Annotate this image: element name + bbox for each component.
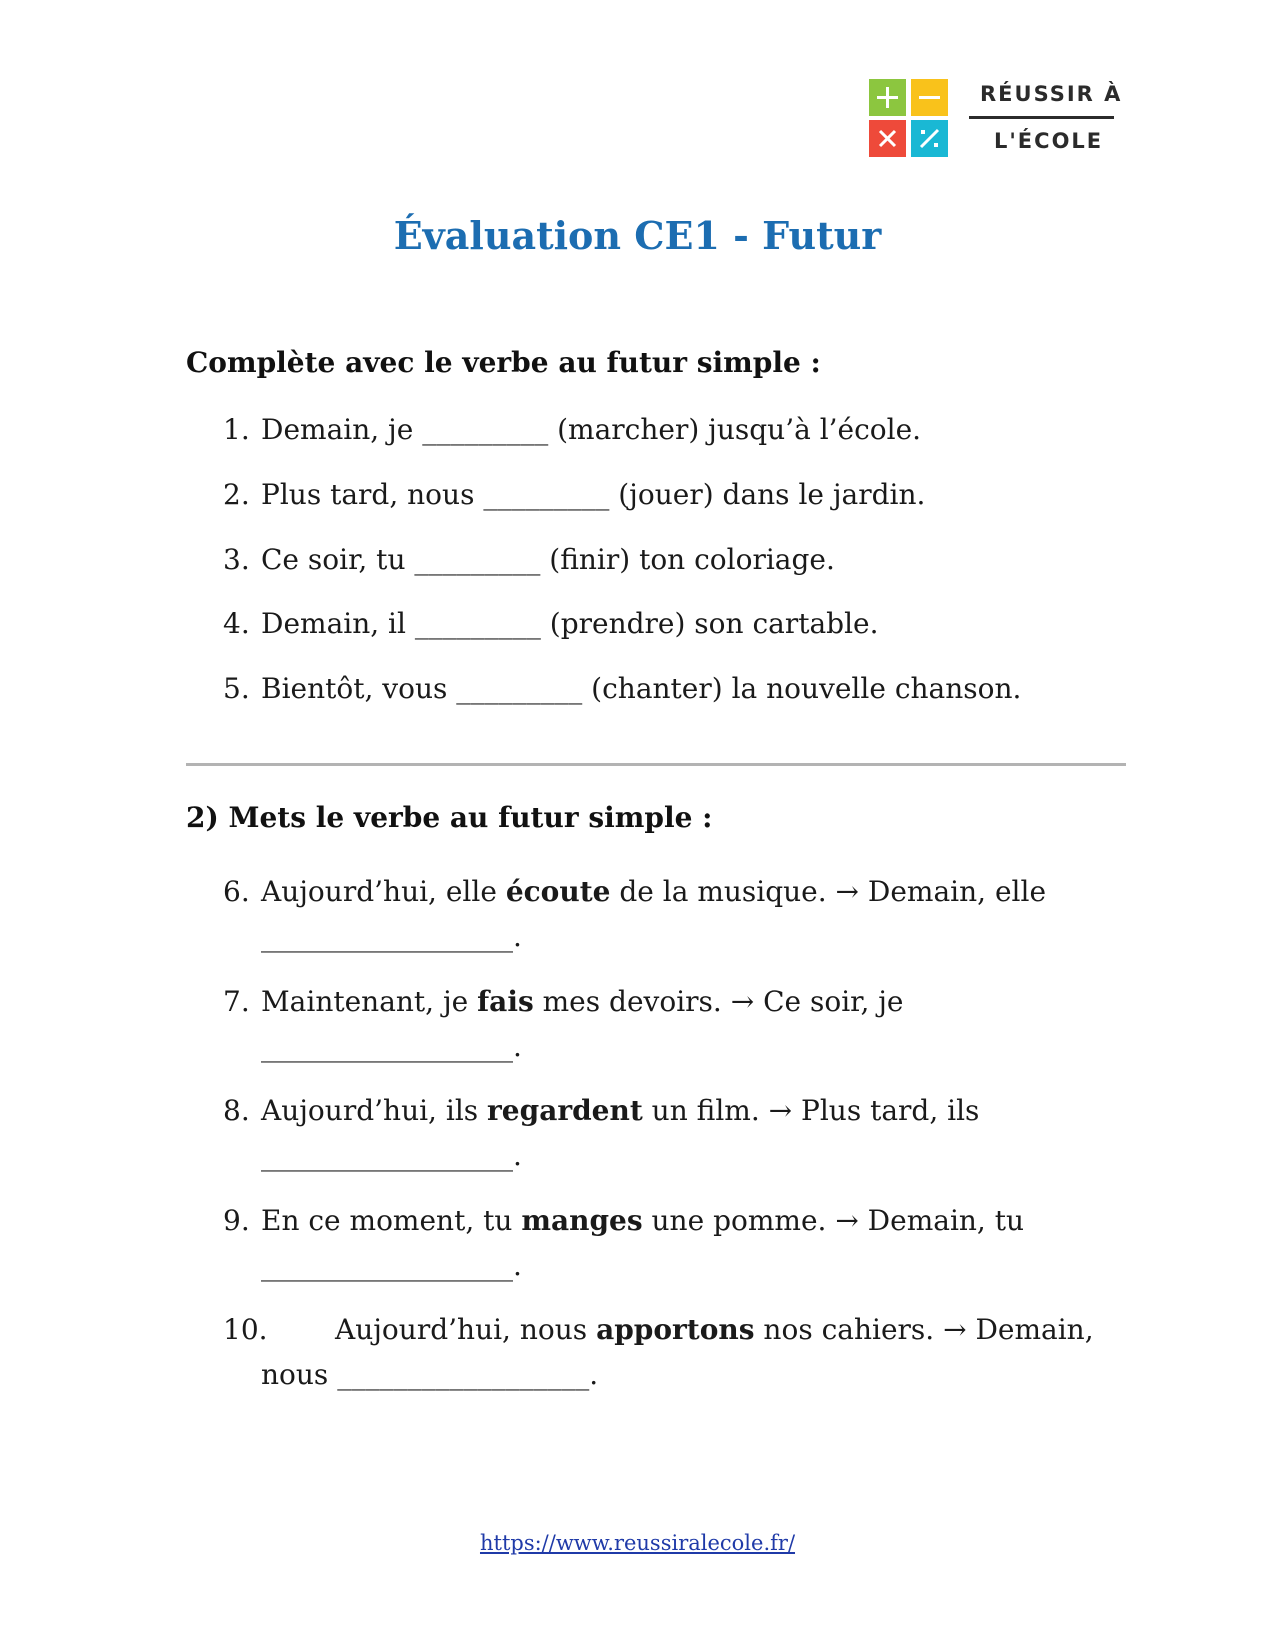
item-number: 3. [223,543,250,576]
exercise-item-6 [223,869,1046,959]
item-text-after: mes devoirs. → Ce soir, je [533,985,904,1018]
answer-line: __________________. [261,1139,522,1172]
exercise-item-4 [223,608,879,639]
exercise-item-8 [223,1088,979,1178]
item-number: 1. [223,413,250,446]
item-number: 10. [223,1313,268,1346]
answer-line: __________________. [261,1249,522,1282]
item-verb: manges [521,1204,643,1237]
footer-website-link[interactable]: https://www.reussiralecole.fr/ [479,1531,796,1555]
exercise-item-7 [223,979,904,1069]
item-text-before: Aujourd’hui, nous [335,1313,597,1346]
brand-logo [869,79,1123,159]
logo-tiles [869,79,951,159]
item-text: Bientôt, vous _________ (chanter) la nouvelle chanson. [261,672,1022,705]
exercise-item-9 [223,1198,1024,1288]
times-icon [869,120,906,157]
page-title: Évaluation CE1 - Futur [393,213,882,258]
item-text: Plus tard, nous _________ (jouer) dans le jardin. [261,478,926,511]
section-1-heading: Complète avec le verbe au futur simple : [186,346,821,379]
item-text-before: Aujourd’hui, elle [261,875,506,908]
item-text-after: un film. → Plus tard, ils [642,1094,980,1127]
item-verb: fais [477,985,534,1018]
minus-icon [911,79,948,116]
item-verb: écoute [505,875,611,908]
item-number: 2. [223,478,250,511]
item-verb: apportons [596,1313,755,1346]
item-number: 5. [223,672,250,705]
section-2-heading: 2) Mets le verbe au futur simple : [186,801,713,834]
logo-text-line2: L'ÉCOLE [994,129,1104,153]
item-text-after: nos cahiers. → Demain, [754,1313,1094,1346]
answer-line: __________________. [261,920,522,953]
item-verb: regardent [487,1094,643,1127]
item-text: Demain, il _________ (prendre) son cartable. [261,607,879,640]
item-number: 9. [223,1204,250,1237]
item-text: Demain, je _________ (marcher) jusqu’à l’école. [261,413,922,446]
item-number: 6. [223,875,250,908]
item-number: 4. [223,607,250,640]
logo-divider [969,116,1114,119]
item-text-before: Aujourd’hui, ils [261,1094,488,1127]
exercise-item-1 [223,414,921,445]
item-number: 7. [223,985,250,1018]
exercise-item-3 [223,544,835,575]
exercise-item-10 [223,1307,1094,1397]
item-text-after: une pomme. → Demain, tu [642,1204,1025,1237]
item-text-before: Maintenant, je [261,985,478,1018]
exercise-item-5 [223,673,1021,704]
answer-line: nous __________________. [261,1358,599,1391]
section-divider [186,763,1126,766]
answer-line: __________________. [261,1030,522,1063]
item-text-before: En ce moment, tu [261,1204,522,1237]
exercise-item-2 [223,479,925,510]
item-number: 8. [223,1094,250,1127]
plus-icon [869,79,906,116]
logo-text-line1: RÉUSSIR À [980,82,1123,106]
item-text-after: de la musique. → Demain, elle [610,875,1047,908]
percent-icon [911,120,948,157]
item-text: Ce soir, tu _________ (finir) ton coloriage. [261,543,835,576]
